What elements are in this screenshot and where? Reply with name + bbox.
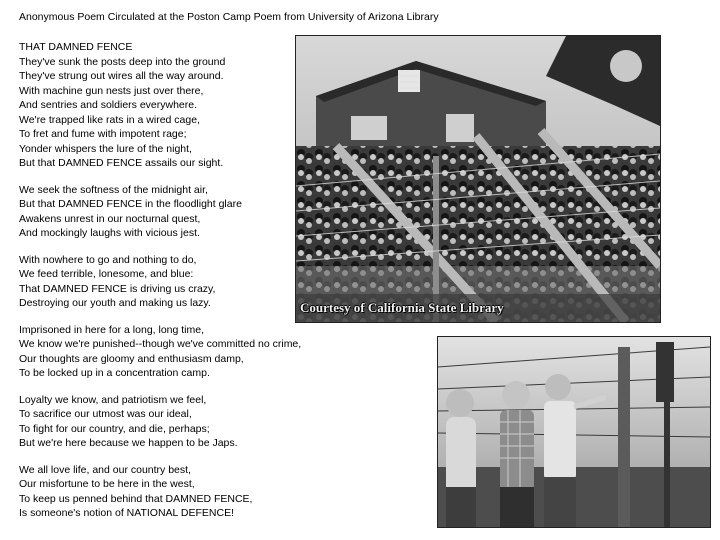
poem-stanza	[19, 40, 339, 171]
photo-crowd-behind-fence	[295, 35, 661, 323]
poem-line: Yonder whispers the lure of the night,	[19, 142, 192, 155]
poem-line: Our misfortune to be here in the west,	[19, 478, 195, 490]
poem-line: They've strung out wires all the way around.	[19, 70, 224, 82]
poem-line: To be locked up in a concentration camp.	[19, 367, 210, 379]
poem-line: We all love life, and our country best,	[19, 463, 191, 476]
poem-line: But that DAMNED FENCE assails our sight.	[19, 157, 224, 169]
poem-line: Destroying our youth and making us lazy.	[19, 297, 211, 309]
poem-stanza	[19, 393, 339, 451]
poem-line: To sacrifice our utmost was our ideal,	[19, 408, 192, 420]
poem-line: Is someone's notion of NATIONAL DEFENCE!	[19, 507, 234, 519]
poem-stanza	[19, 253, 339, 311]
poem-stanza	[19, 323, 339, 381]
photo-credit: Courtesy of California State Library	[300, 300, 504, 315]
poem-line: We know we're punished--though we've committed no crime,	[19, 338, 302, 350]
poem-line: THAT DAMNED FENCE	[19, 41, 133, 53]
boys-photo-image	[438, 337, 710, 527]
poem-line: To fret and fume with impotent rage;	[19, 128, 187, 140]
poem-line: We seek the softness of the midnight air,	[19, 183, 208, 196]
poem-line: But we're here because we happen to be Japs.	[19, 437, 238, 449]
poem-line: With nowhere to go and nothing to do,	[19, 253, 197, 266]
poem-line: With machine gun nests just over there,	[19, 84, 204, 97]
poem-text	[19, 40, 339, 533]
poem-line: That DAMNED FENCE is driving us crazy,	[19, 282, 216, 295]
poem-stanza	[19, 463, 339, 521]
poem-line: And mockingly laughs with vicious jest.	[19, 227, 200, 239]
page-title: Anonymous Poem Circulated at the Poston Camp Poem from University of Arizona Library	[19, 11, 439, 23]
poem-line: To fight for our country, and die, perhaps;	[19, 422, 210, 435]
poem-line: Awakens unrest in our nocturnal quest,	[19, 212, 201, 225]
poem-line: Our thoughts are gloomy and enthusiasm damp,	[19, 352, 244, 365]
poem-line: Loyalty we know, and patriotism we feel,	[19, 393, 207, 406]
poem-line: We feed terrible, lonesome, and blue:	[19, 268, 194, 280]
poem-line: To keep us penned behind that DAMNED FENCE,	[19, 492, 253, 505]
poem-line: Imprisoned in here for a long, long time,	[19, 323, 205, 336]
photo-boys-at-fence	[437, 336, 711, 528]
poem-line: We're trapped like rats in a wired cage,	[19, 113, 200, 126]
poem-stanza	[19, 183, 339, 241]
poem-line: But that DAMNED FENCE in the floodlight glare	[19, 198, 242, 210]
crowd-photo-image	[296, 36, 660, 322]
poem-line: And sentries and soldiers everywhere.	[19, 99, 198, 111]
poem-line: They've sunk the posts deep into the ground	[19, 55, 226, 68]
